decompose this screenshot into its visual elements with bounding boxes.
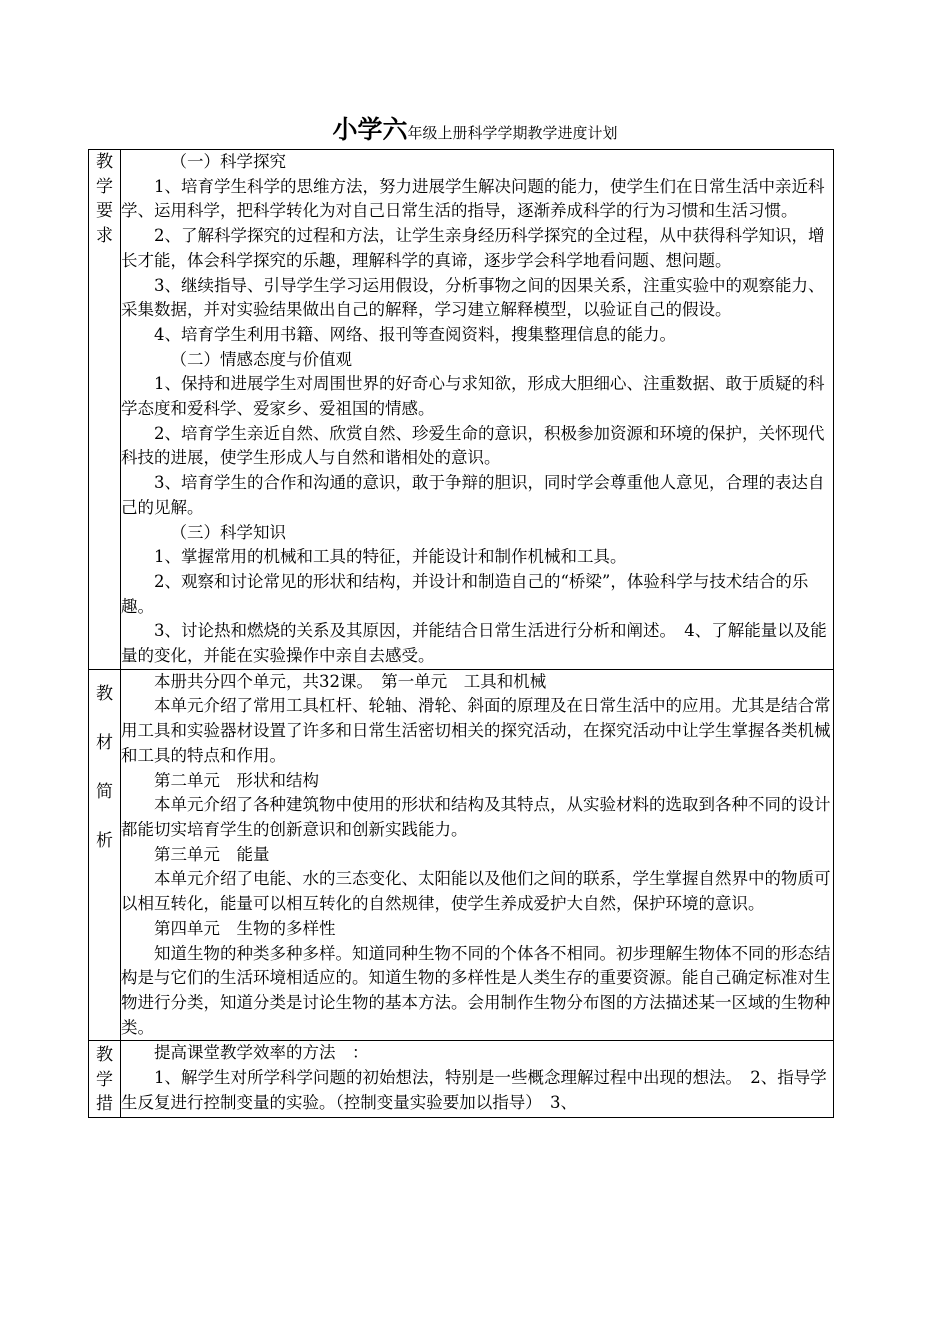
subheading: （三）科学知识 [170, 522, 286, 542]
label-char: 学 [96, 176, 113, 197]
textbook-content [121, 669, 834, 1041]
label-char: 材 [96, 732, 113, 753]
paragraph: 2、观察和讨论常见的形状和结构，并设计和制造自己的“桥梁”，体验科学与技术结合的乐趣。 [121, 571, 809, 616]
measures-label [89, 1041, 121, 1118]
document-title [0, 110, 950, 146]
title-small: 年级上册科学学期教学进度计划 [407, 124, 618, 142]
requirements-row [89, 150, 834, 670]
paragraph: 3、继续指导、引导学生学习运用假设，分析事物之间的因果关系，注重实验中的观察能力、采集数据，并对实验结果做出自己的解释，学习建立解释模型，以验证自己的假设。 [121, 275, 825, 320]
requirements-content [121, 150, 834, 670]
paragraph: 2、培育学生亲近自然、欣赏自然、珍爱生命的意识，积极参加资源和环境的保护，关怀现代科技的进展，使学生形成人与自然和谐相处的意识。 [121, 423, 825, 468]
label-char: 简 [96, 781, 113, 802]
label-char: 析 [96, 830, 113, 851]
measures-content [121, 1041, 834, 1118]
label-char: 教 [96, 152, 113, 172]
paragraph: 1、掌握常用的机械和工具的特征，并能设计和制作机械和工具。 [154, 547, 627, 567]
paragraph: 知道生物的种类多种多样。知道同种生物不同的个体各不相同。初步理解生物体不同的形态结构是与它们的生活环境相适应的。知道生物的多样性是人类生存的重要资源。能自己确定标准对生物进行分类，知道分类是讨论生物的基本方法。会用制作生物分布图的方法描述某一区域的生物种类。 [121, 943, 831, 1037]
label-char: 要 [96, 201, 113, 221]
paragraph: 1、保持和进展学生对周围世界的好奇心与求知欲，形成大胆细心、注重数据、敢于质疑的科学态度和爱科学、爱家乡、爱祖国的情感。 [121, 374, 825, 419]
requirements-label [89, 150, 121, 670]
subheading: （二）情感态度与价值观 [170, 349, 352, 369]
subheading: （一）科学探究 [170, 152, 286, 171]
paragraph: 4、培育学生利用书籍、网络、报刊等查阅资料，搜集整理信息的能力。 [154, 324, 676, 344]
paragraph: 1、培育学生科学的思维方法，努力进展学生解决问题的能力，使学生们在日常生活中亲近科学、运用科学，把科学转化为对自己日常生活的指导，逐渐养成科学的行为习惯和生活习惯。 [121, 176, 825, 221]
plan-table [88, 149, 834, 1118]
measures-row [89, 1041, 834, 1118]
paragraph: 本单元介绍了电能、水的三态变化、太阳能以及他们之间的联系，学生掌握自然界中的物质可以相互转化，能量可以相互转化的自然规律，使学生养成爱护大自然，保护环境的意识。 [121, 869, 831, 914]
title-large: 小学六 [332, 115, 408, 144]
paragraph: 2、了解科学探究的过程和方法，让学生亲身经历科学探究的全过程，从中获得科学知识，增长才能，体会科学探究的乐趣，理解科学的真谛，逐步学会科学地看问题、想问题。 [121, 226, 825, 270]
textbook-row [89, 669, 834, 1041]
textbook-label [89, 669, 121, 1041]
measures-clip [121, 1041, 833, 1111]
paragraph: 提高课堂教学效率的方法 ： [154, 1043, 369, 1063]
paragraph: 3、培育学生的合作和沟通的意识，敢于争辩的胆识，同时学会尊重他人意见，合理的表达自己的见解。 [121, 473, 825, 517]
paragraph: 本单元介绍了常用工具杠杆、轮轴、滑轮、斜面的原理及在日常生活中的应用。尤其是结合常用工具和实验器材设置了许多和日常生活密切相关的探究活动，在探究活动中让学生掌握各类机械和工具的特点和作用。 [121, 696, 831, 765]
paragraph: 3、讨论热和燃烧的关系及其原因，并能结合日常生活进行分析和阐述。 4、了解能量以及能量的变化，并能在实验操作中亲自去感受。 [121, 621, 827, 666]
paragraph: 1、解学生对所学科学问题的初始想法，特别是一些概念理解过程中出现的想法。 2、指导学生反复进行控制变量的实验。（控制变量实验要加以指导） 3、 [121, 1068, 827, 1112]
label-char: 教 [96, 1045, 113, 1066]
paragraph: 本单元介绍了各种建筑物中使用的形状和结构及其特点，从实验材料的选取到各种不同的设计都能切实培育学生的创新意识和创新实践能力。 [121, 795, 831, 839]
paragraph: 本册共分四个单元，共32课。 第一单元 工具和机械 [154, 671, 547, 691]
label-char: 教 [96, 683, 113, 704]
unit-heading: 第三单元 能量 [154, 844, 270, 864]
label-char: 求 [96, 225, 113, 246]
unit-heading: 第二单元 形状和结构 [154, 770, 319, 790]
label-char: 学 [96, 1069, 113, 1090]
unit-heading: 第四单元 生物的多样性 [154, 918, 336, 938]
label-char: 措 [96, 1094, 113, 1115]
